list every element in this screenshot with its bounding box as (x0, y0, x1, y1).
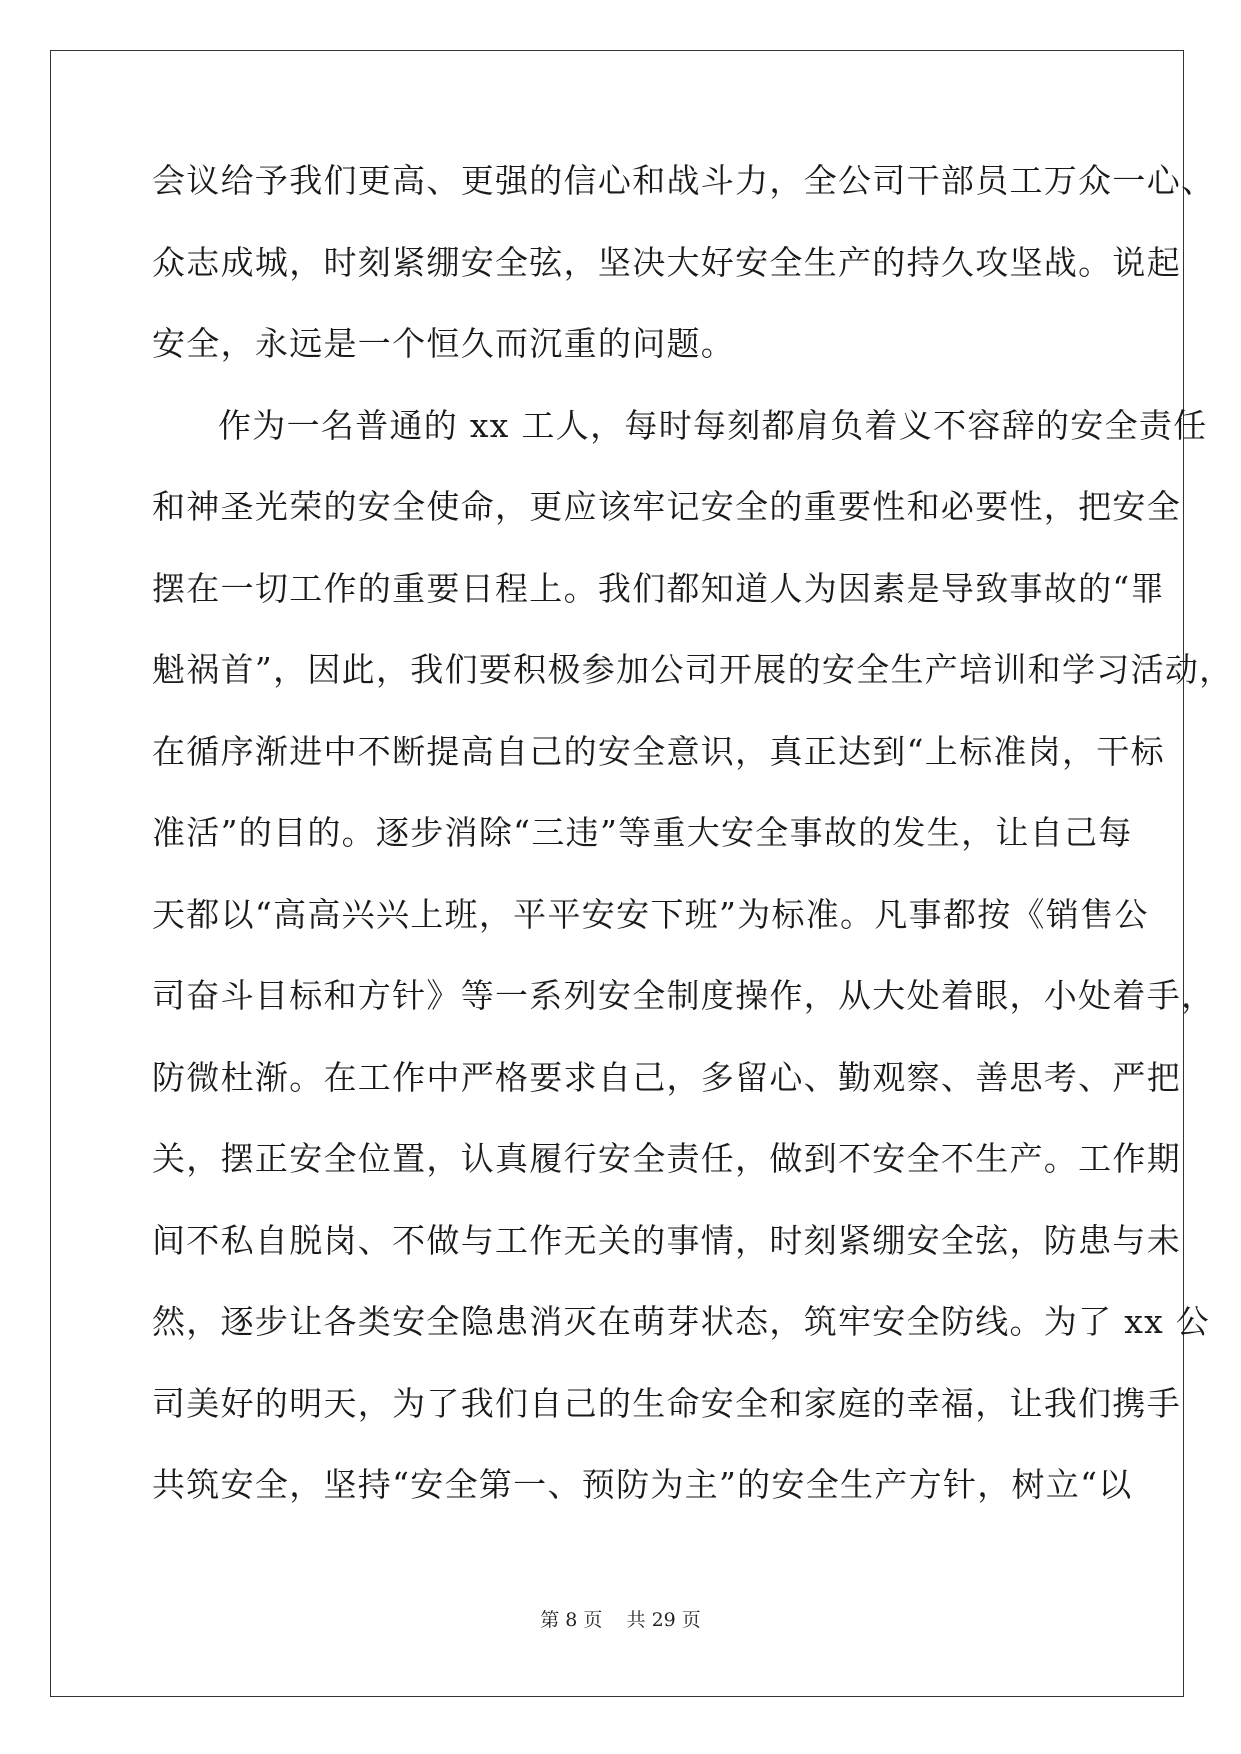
text-line: 司奋斗目标和方针》等一系列安全制度操作，从大处着眼，小处着手， (152, 976, 1216, 1015)
text-line: 摆在一切工作的重要日程上。我们都知道人为因素是导致事故的“罪 (152, 568, 1165, 608)
page-number: 第 8 页 共 29 页 (540, 1609, 701, 1631)
text-line: 然，逐步让各类安全隐患消灭在萌芽状态，筑牢安全防线。为了 xx 公 (152, 1302, 1211, 1341)
paragraph-first-line: 作为一名普通的 xx 工人，每时每刻都肩负着义不容辞的安全责任 (218, 405, 1208, 445)
text-line: 会议给予我们更高、更强的信心和战斗力，全公司干部员工万众一心、 (152, 161, 1216, 200)
document-body (152, 156, 1234, 1542)
text-line: 司美好的明天，为了我们自己的生命安全和家庭的幸福，让我们携手 (152, 1383, 1181, 1423)
text-line: 间不私自脱岗、不做与工作无关的事情，时刻紧绷安全弦，防患与未 (152, 1220, 1181, 1260)
text-line: 共筑安全，坚持“安全第一、预防为主”的安全生产方针，树立“以 (152, 1465, 1133, 1504)
text-line: 在循序渐进中不断提高自己的安全意识，真正达到“上标准岗，干标 (152, 731, 1165, 771)
text-line: 关，摆正安全位置，认真履行安全责任，做到不安全不生产。工作期 (152, 1139, 1181, 1178)
text-line: 和神圣光荣的安全使命，更应该牢记安全的重要性和必要性，把安全 (152, 487, 1181, 526)
text-line: 准活”的目的。逐步消除“三违”等重大安全事故的发生，让自己每 (152, 813, 1133, 852)
text-line: 魁祸首”，因此，我们要积极参加公司开展的安全生产培训和学习活动， (152, 650, 1234, 689)
text-line: 天都以“高高兴兴上班，平平安安下班”为标准。凡事都按《销售公 (152, 894, 1149, 934)
text-line: 安全，永远是一个恒久而沉重的问题。 (152, 324, 736, 363)
text-line: 防微杜渐。在工作中严格要求自己，多留心、勤观察、善思考、严把 (152, 1057, 1181, 1097)
text-line: 众志成城，时刻紧绷安全弦，坚决大好安全生产的持久攻坚战。说起 (152, 242, 1181, 282)
page-footer (0, 1605, 1241, 1632)
